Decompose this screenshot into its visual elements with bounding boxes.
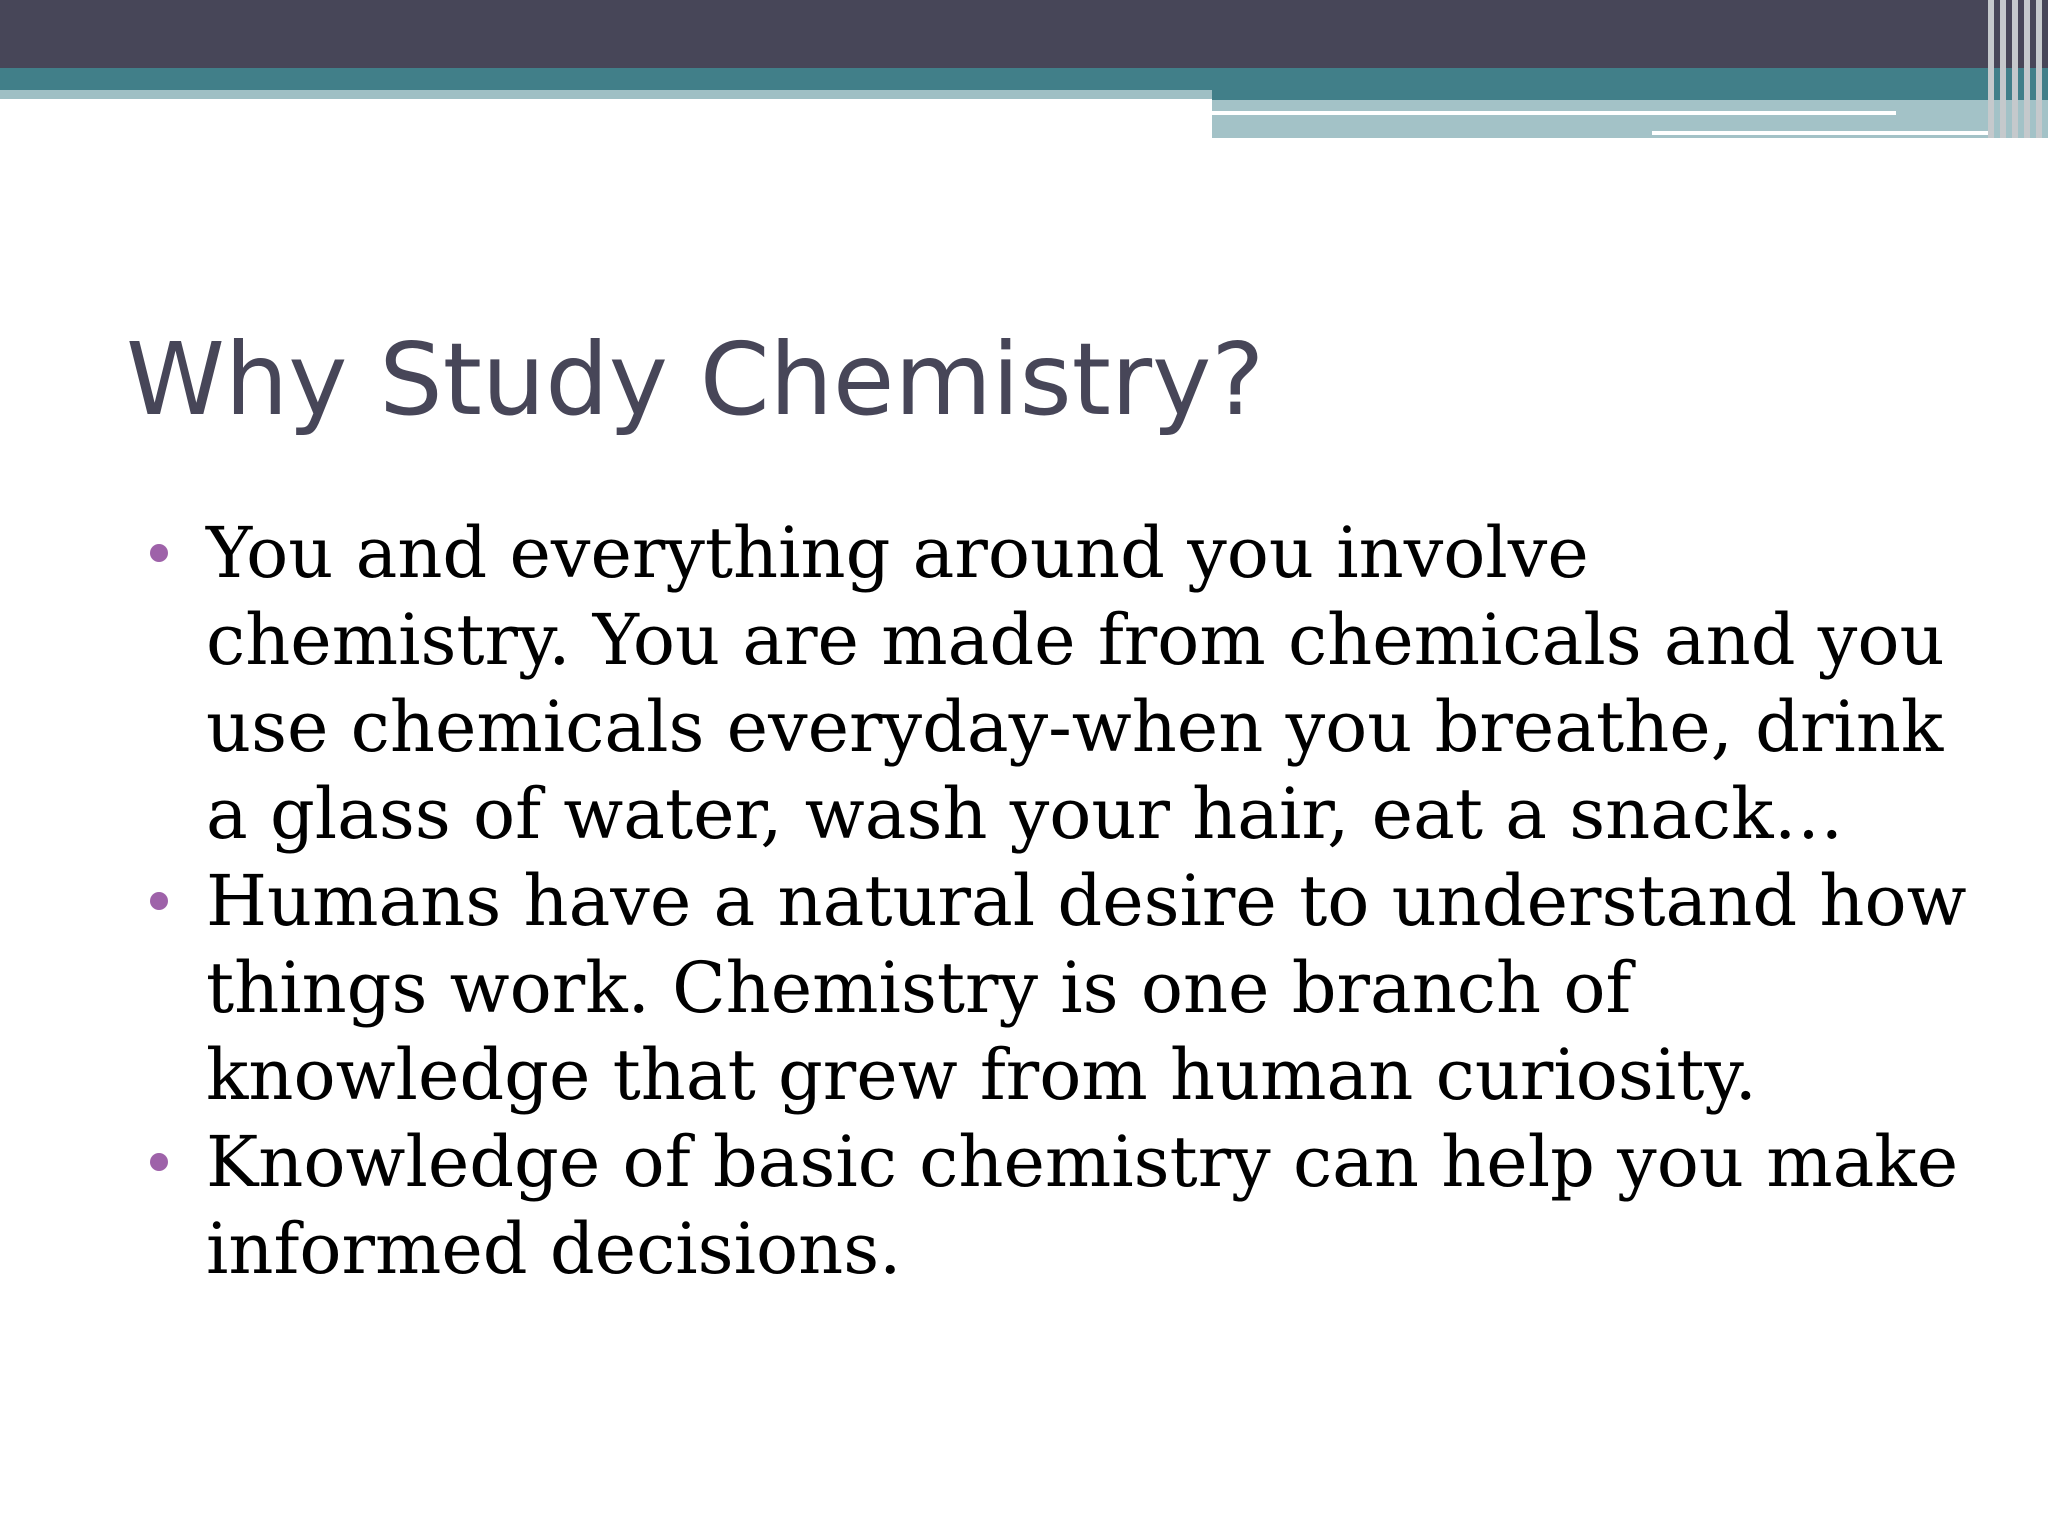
bullet-text: Humans have a natural desire to understand how things work. Chemistry is one branch of knowledge that grew from human curiosity.	[206, 860, 1967, 1116]
header-band-light-left	[0, 90, 1212, 99]
bullet-dot-icon	[150, 1153, 168, 1171]
header-band-teal-right	[1212, 68, 2048, 100]
bullet-text: Knowledge of basic chemistry can help you make informed decisions.	[206, 1121, 1959, 1290]
header-band-teal-left	[0, 68, 1212, 90]
header-band-line	[1652, 131, 1988, 135]
bullet-item	[150, 1119, 1970, 1293]
bullet-dot-icon	[150, 892, 168, 910]
bullet-item	[150, 858, 1970, 1119]
stripe	[2000, 0, 2006, 138]
bullet-dot-icon	[150, 544, 168, 562]
header-band-dark	[0, 0, 2048, 68]
stripe	[2024, 0, 2030, 138]
stripe	[1988, 0, 1994, 138]
header-stripes	[1986, 0, 2048, 138]
bullet-item	[150, 510, 1970, 858]
slide-title: Why Study Chemistry?	[126, 321, 1265, 438]
header-band-line	[1212, 111, 1896, 115]
stripe	[2012, 0, 2018, 138]
bullet-list	[150, 510, 1970, 1293]
stripe	[2036, 0, 2042, 138]
bullet-text: You and everything around you involve chemistry. You are made from chemicals and you use chemicals everyday-when you breathe, drink a glass of water, wash your hair, eat a snack…	[206, 512, 1945, 855]
